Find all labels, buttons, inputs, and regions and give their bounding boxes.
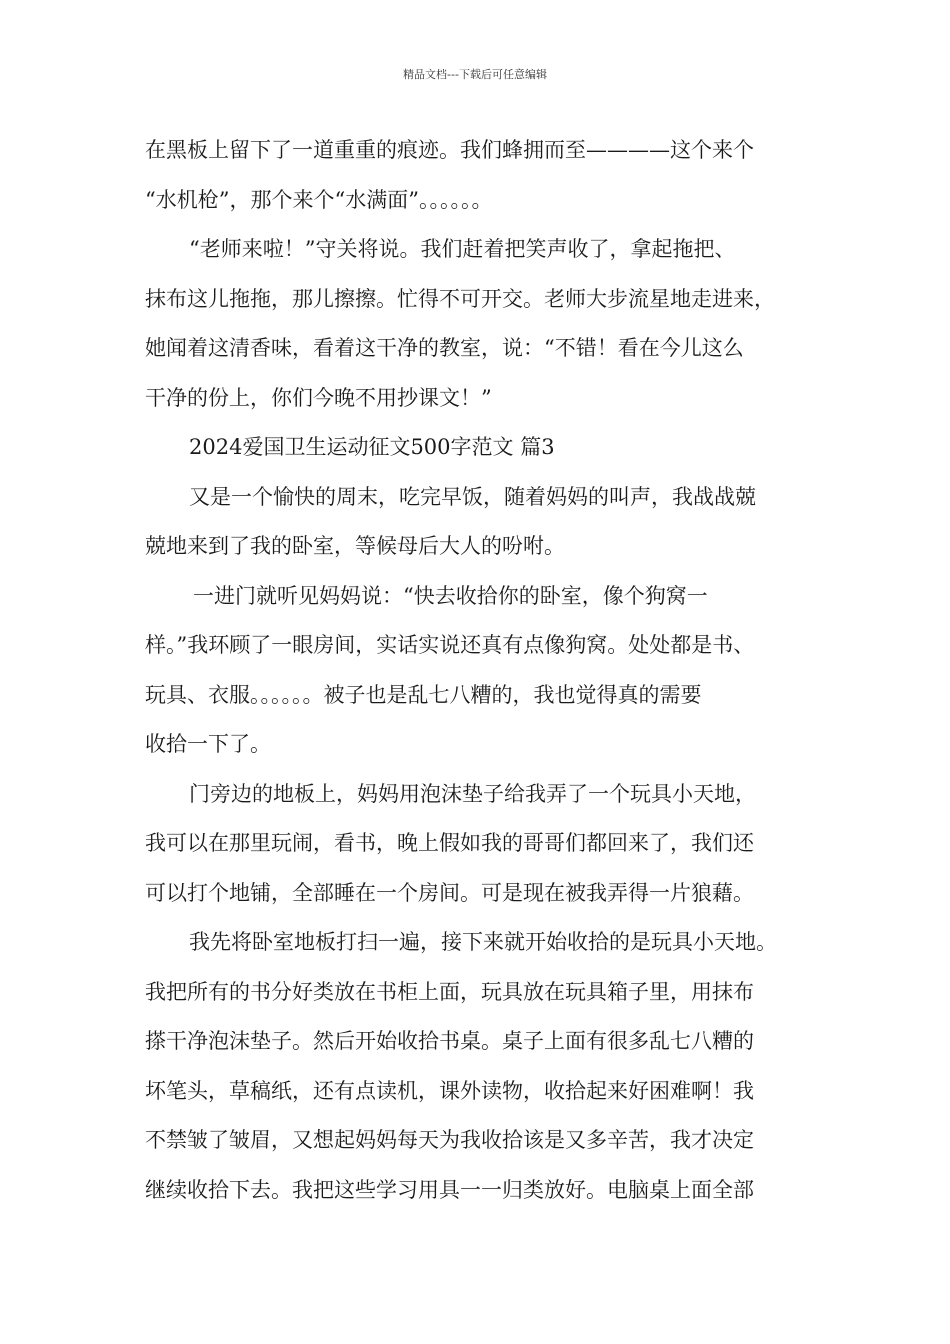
text-line: “水机枪”，那个来个“水满面”。。。。。。 (145, 187, 493, 212)
text-line: 我先将卧室地板打扫一遍，接下来就开始收拾的是玩具小天地。 (189, 930, 777, 954)
text-line: 样。”我环顾了一眼房间，实话实说还真有点像狗窝。处处都是书、 (145, 633, 755, 657)
text-line: 在黑板上留下了一道重重的痕迹。我们蜂拥而至————这个来个 (145, 138, 754, 162)
text-line: 又是一个愉快的周末，吃完早饭，随着妈妈的叫声，我战战兢 (189, 484, 756, 509)
text-line: 抹布这儿拖拖，那儿擦擦。忙得不可开交。老师大步流星地走进来， (145, 286, 775, 311)
text-line: 搽干净泡沫垫子。然后开始收拾书桌。桌子上面有很多乱七八糟的 (145, 1029, 754, 1053)
text-line: 继续收拾下去。我把这些学习用具一一归类放好。电脑桌上面全部 (145, 1177, 754, 1202)
text-line: 不禁皱了皱眉，又想起妈妈每天为我收拾该是又多辛苦，我才决定 (145, 1128, 754, 1152)
text-line: “老师来啦！”守关将说。我们赶着把笑声收了，拿起拖把、 (189, 237, 736, 261)
text-line: 坏笔头，草稿纸，还有点读机，课外读物，收拾起来好困难啊！我 (145, 1078, 754, 1103)
text-line: 干净的份上，你们今晚不用抄课文！” (145, 385, 492, 410)
text-line: 我可以在那里玩闹，看书，晚上假如我的哥哥们都回来了，我们还 (145, 831, 754, 855)
text-line: 兢地来到了我的卧室，等候母后大人的吩咐。 (145, 534, 565, 558)
text-line: 收拾一下了。 (145, 732, 271, 756)
text-line: 可以打个地铺，全部睡在一个房间。可是现在被我弄得一片狼藉。 (145, 880, 754, 905)
text-line: 门旁边的地板上，妈妈用泡沫垫子给我弄了一个玩具小天地， (189, 781, 756, 806)
text-line: 玩具、衣服。。。。。。被子也是乱七八糟的，我也觉得真的需要 (145, 682, 702, 707)
text-line: 2024爱国卫生运动征文500字范文 篇3 (189, 435, 555, 459)
text-line: 一进门就听见妈妈说：“快去收拾你的卧室，像个狗窝一 (193, 583, 708, 608)
text-line: 我把所有的书分好类放在书柜上面，玩具放在玩具箱子里，用抹布 (145, 979, 754, 1004)
text-line: 她闻着这清香味，看着这干净的教室，说：“不错！看在今儿这么 (145, 336, 744, 360)
document-body (145, 130, 835, 1219)
page-header: 精品文档---下载后可任意编辑 (403, 68, 547, 81)
